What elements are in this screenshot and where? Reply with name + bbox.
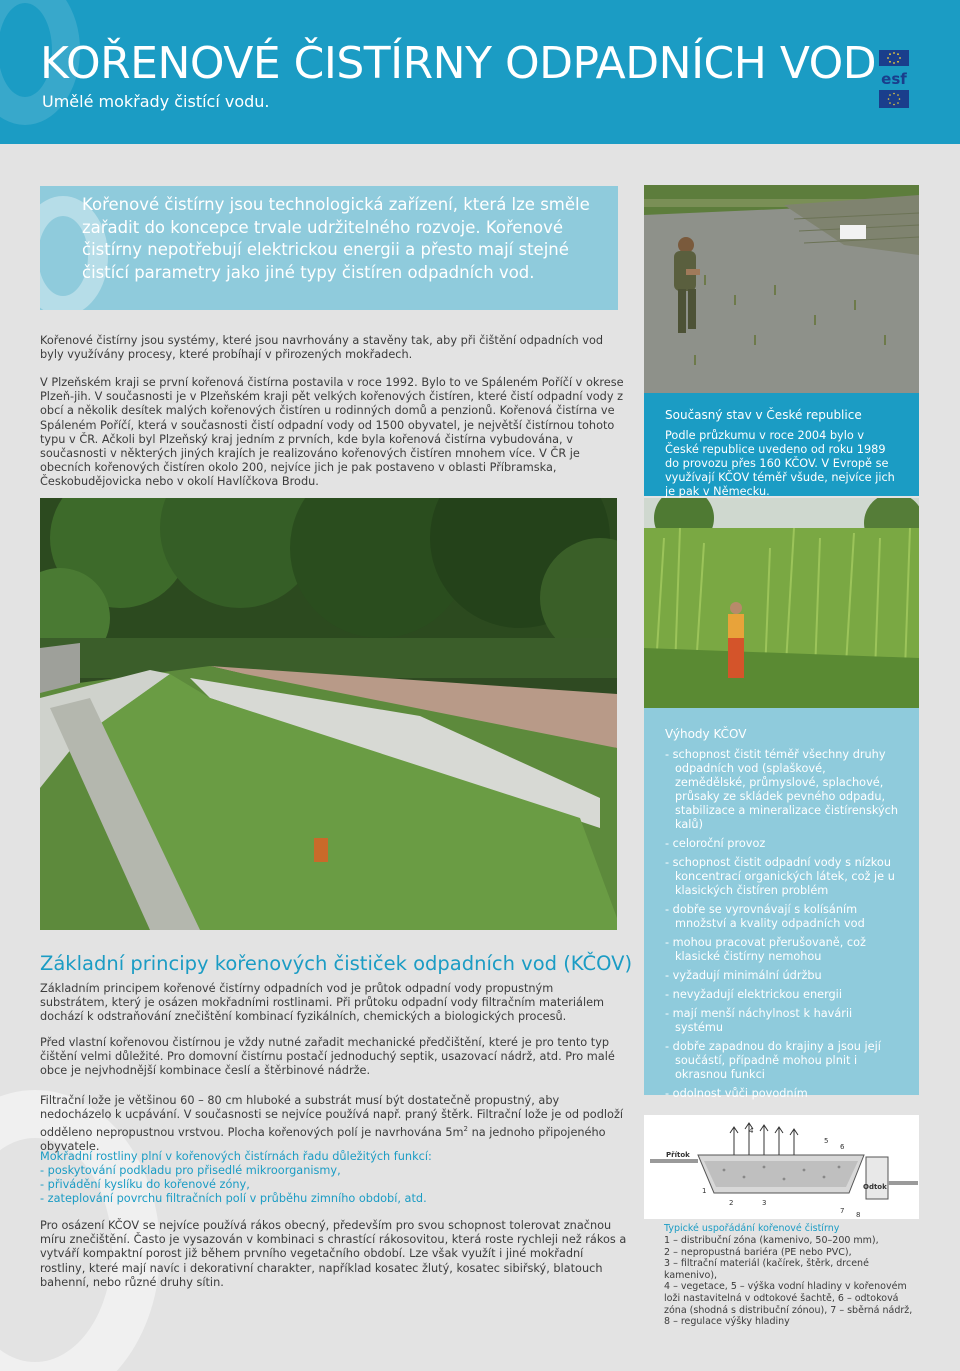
inlet-label: Přítok bbox=[666, 1151, 690, 1159]
diagram-number: 8 bbox=[856, 1211, 861, 1219]
outlet-label: Odtok bbox=[863, 1183, 887, 1191]
paragraph-plzen-region: V Plzeňském kraji se první kořenová čistírna postavila v roce 1992. Bylo to ve Spáleném Poříčí v okrese Plzeň-jih. V současnosti je v Plzeňském kraji pět velkých kořenových čistíren, které čistí odpadní vody z obcí a několik desítek malých kořenových čistíren u rodinných domů a penzionů. Kořenová čistírna ve Spáleném Poříčí, která v současnosti čistí odpadní vody od 1500 obyvatel, je největší čistírnou tohoto typu v ČR. Ačkoli byl Plzeňský kraj jedním z prvních, kde byla kořenová čistírna vybudována, v současnosti v některých jiných krajích je realizováno kořenových čistíren mnohem více. V ČR je obecních kořenových čistíren okolo 200, nejvíce jich je pak postaveno v oblasti Příbramska, Českobudějovicka nebo v okolí Havlíčkova Brodu. bbox=[40, 376, 624, 489]
superscript: 2 bbox=[463, 1125, 469, 1134]
treatment-plant-diagram bbox=[644, 1115, 919, 1219]
principles-paragraph-3-b: na jednoho připojeného obyvatele. bbox=[40, 1126, 606, 1154]
advantage-item: - mohou pracovat přerušovaně, což klasické čistírny nemohou bbox=[665, 936, 866, 963]
advantage-item: - dobře zapadnou do krajiny a jsou její součástí, případně mohou plnit i okrasnou funkci bbox=[665, 1040, 881, 1081]
advantages-heading: Výhody KČOV bbox=[665, 727, 747, 741]
advantage-item: - schopnost čistit téměř všechny druhy odpadních vod (splaškové, zemědělské, průmyslové, splachové, průsaky ze skládek pevného odpadu, stabilizace a mineralizace čistírenských kalů) bbox=[665, 748, 899, 831]
advantage-item: - celoroční provoz bbox=[665, 837, 766, 850]
advantages-list bbox=[665, 748, 899, 1101]
diagram-caption bbox=[664, 1223, 914, 1328]
paragraph-systems: Kořenové čistírny jsou systémy, které jsou navrhovány a stavěny tak, aby při čištění odpadních vod byly využívány procesy, které probíhají v přirozených mokřadech. bbox=[40, 334, 604, 362]
principles-paragraph-3-a: Filtrační lože je většinou 60 – 80 cm hluboké a substrát musí být dostatečně propustný, aby nedocházelo k ucpávání. V současnosti se nejvíce používá např. praný štěrk. Filtrační lože je od podloží odděleno nepropustnou vrstvou. Plocha kořenových polí je navrhována 5m bbox=[40, 1094, 624, 1140]
esf-logo bbox=[877, 50, 911, 110]
function-item: - přivádění kyslíku do kořenové zóny, bbox=[40, 1178, 250, 1191]
advantage-item: - odolnost vůči povodním bbox=[665, 1087, 808, 1100]
page-subtitle: Umělé mokřady čistící vodu. bbox=[42, 92, 270, 111]
caption-heading: Typické uspořádání kořenové čistírny bbox=[664, 1223, 840, 1234]
caption-line: 2 – nepropustná bariéra (PE nebo PVC), bbox=[664, 1246, 852, 1258]
principles-paragraph-3 bbox=[40, 1094, 625, 1155]
functions-heading: Mokřadní rostliny plní v kořenových čistírnách řadu důležitých funkcí: bbox=[40, 1150, 432, 1163]
diagram-number: 3 bbox=[762, 1199, 767, 1207]
advantage-item: - nevyžadují elektrickou energii bbox=[665, 988, 842, 1001]
esf-logo-text: esf bbox=[881, 70, 907, 88]
caption-line: 8 – regulace výšky hladiny bbox=[664, 1316, 790, 1328]
principles-paragraph-4: Pro osázení KČOV se nejvíce používá rákos obecný, především pro svou schopnost tolerovat značnou míru znečištění. Často je vysazován v kombinaci s chrastící rákosovitou, která roste rychleji než rákos a vytváří kompaktní porost již během prvního vegetačního období. Lze však využít i jiné mokřadní rostliny, které mají navíc i dekorativní charakter, například kosatec žlutý, kosatec sibiřský, blatouch bahenní, nebo různé druhy sítin. bbox=[40, 1219, 627, 1289]
principles-paragraph-2: Před vlastní kořenovou čistírnou je vždy nutné zařadit mechanické předčištění, které je pro tento typ čištění velmi důležité. Pro domovní čistírnu postačí jednoduchý septik, usazovací nádrž, atd. Pro malé obce je nejvhodnější kombinace česlí a štěrbinové nádrže. bbox=[40, 1036, 615, 1078]
advantage-item: - vyžadují minimální údržbu bbox=[665, 969, 822, 982]
principles-heading: Základní principy kořenových čističek odpadních vod (KČOV) bbox=[40, 952, 633, 975]
diagram-number: 2 bbox=[729, 1199, 734, 1207]
caption-line: 1 – distribuční zóna (kamenivo, 50–200 mm), bbox=[664, 1235, 879, 1246]
caption-line: 4 – vegetace, 5 – výška vodní hladiny v kořenovém loži nastavitelná v odtokové šachtě, 6 – odtoková zóna (shodná s distribuční zónou), 7 – sběrná nádrž, bbox=[664, 1281, 913, 1316]
diagram-number: 5 bbox=[824, 1137, 829, 1145]
advantages-box bbox=[644, 708, 919, 1100]
diagram-number: 4 bbox=[749, 1127, 754, 1135]
current-state-text: Podle průzkumu v roce 2004 bylo v České republice uvedeno od roku 1989 do provozu přes 160 KČOV. V Evropě se využívají KČOV téměř všude, nejvíce jich je pak v Německu. bbox=[665, 429, 895, 498]
advantage-item: - dobře se vyrovnávají s kolísáním množství a kvality odpadních vod bbox=[665, 903, 865, 930]
photo-wetland-beds bbox=[40, 498, 617, 930]
diagram-number: 6 bbox=[840, 1143, 845, 1151]
current-state-heading: Současný stav v České republice bbox=[665, 408, 862, 422]
function-item: - poskytování podkladu pro přisedlé mikroorganismy, bbox=[40, 1164, 341, 1177]
header-banner bbox=[0, 0, 960, 144]
advantage-item: - mají menší náchylnost k havárii systému bbox=[665, 1007, 853, 1034]
principles-paragraph-1: Základním principem kořenové čistírny odpadních vod je průtok odpadní vody propustným substrátem, který je osázen mokřadními rostlinami. Při průtoku odpadní vody filtračním materiálem dochází k odstraňování znečištění kombinací fyzikálních, chemických a biologických procesů. bbox=[40, 982, 605, 1024]
functions-list bbox=[40, 1164, 427, 1206]
intro-text: Kořenové čistírny jsou technologická zařízení, která lze směle zařadit do koncepce trvale udržitelného rozvoje. Kořenové čistírny nepotřebují elektrickou energii a přesto mají stejné čistící parametry jako jiné typy čistíren odpadních vod. bbox=[82, 195, 590, 282]
function-item: - zateplování povrchu filtračních polí v průběhu zimního období, atd. bbox=[40, 1192, 427, 1205]
diagram-number: 1 bbox=[702, 1187, 707, 1195]
advantage-item: - schopnost čistit odpadní vody s nízkou koncentrací organických látek, což je u klasických čistíren problém bbox=[665, 856, 895, 897]
intro-box bbox=[40, 186, 618, 310]
diagram-number: 7 bbox=[840, 1207, 845, 1215]
caption-line: 3 – filtrační materiál (kačírek, štěrk, drcené kamenivo), bbox=[664, 1258, 869, 1281]
page-title: KOŘENOVÉ ČISTÍRNY ODPADNÍCH VOD bbox=[40, 38, 877, 89]
current-state-box bbox=[644, 393, 919, 496]
photo-planting-reeds bbox=[644, 185, 919, 393]
photo-reed-bed bbox=[644, 498, 919, 708]
